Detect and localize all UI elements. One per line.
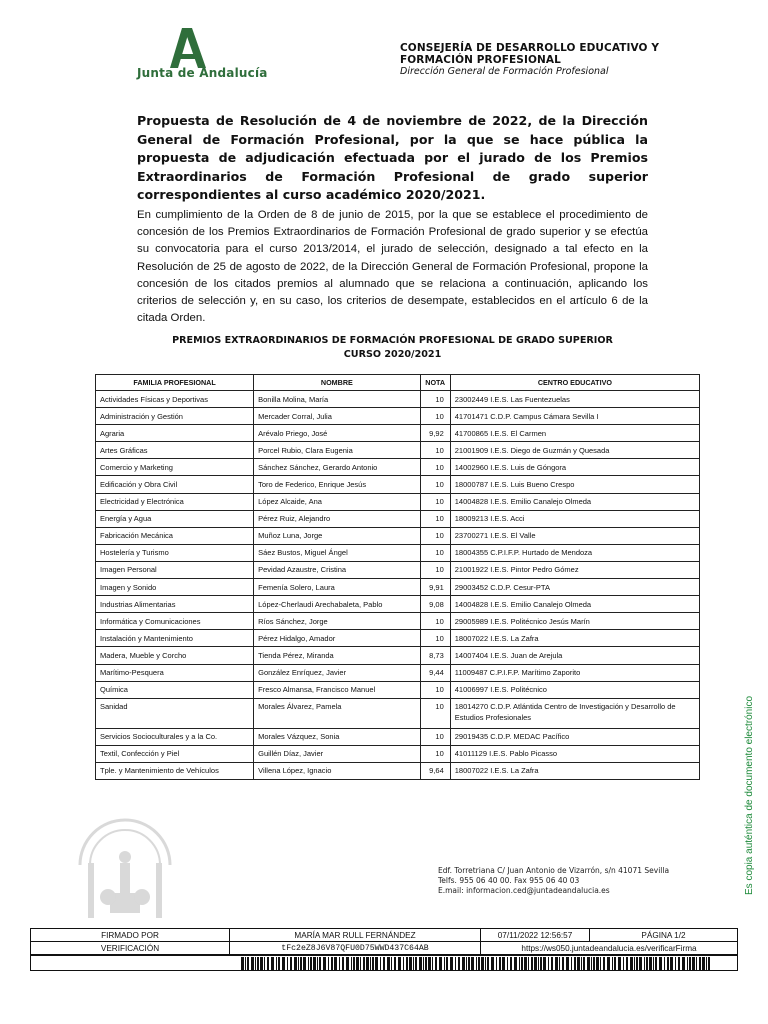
cell-centro: 41701471 C.D.P. Campus Cámara Sevilla I bbox=[450, 408, 699, 425]
barcode-bar bbox=[593, 957, 595, 970]
cell-nota: 10 bbox=[420, 630, 450, 647]
barcode-bar bbox=[521, 957, 523, 970]
barcode-bar bbox=[481, 957, 484, 970]
cell-nombre: Pérez Hidalgo, Amador bbox=[254, 630, 420, 647]
cell-nota: 10 bbox=[420, 698, 450, 728]
cell-centro: 41700865 I.E.S. El Carmen bbox=[450, 425, 699, 442]
barcode-bar bbox=[507, 957, 508, 970]
barcode-bar bbox=[607, 957, 610, 970]
barcode-bar bbox=[471, 957, 474, 970]
cell-familia: Servicios Socioculturales y a la Co. bbox=[96, 728, 254, 745]
table-row bbox=[96, 630, 700, 647]
cell-familia: Administración y Gestión bbox=[96, 408, 254, 425]
barcode-bar bbox=[566, 957, 569, 970]
barcode-bar bbox=[423, 957, 424, 970]
barcode-bar bbox=[391, 957, 392, 970]
barcode-bar bbox=[583, 957, 585, 970]
table-row bbox=[96, 561, 700, 578]
cell-familia: Sanidad bbox=[96, 698, 254, 728]
cell-nota: 10 bbox=[420, 527, 450, 544]
barcode-bar bbox=[290, 957, 292, 970]
barcode-bar bbox=[702, 957, 705, 970]
cell-centro: 18007022 I.E.S. La Zafra bbox=[450, 762, 699, 779]
barcode-bar bbox=[308, 957, 309, 970]
barcode-bar bbox=[708, 957, 710, 970]
cell-nota: 10 bbox=[420, 544, 450, 561]
barcode-bar bbox=[342, 957, 344, 970]
barcode-bar bbox=[499, 957, 501, 970]
cell-nota: 10 bbox=[420, 681, 450, 698]
table-row bbox=[96, 698, 700, 728]
barcode-bar bbox=[655, 957, 657, 970]
barcode-bar bbox=[428, 957, 431, 970]
barcode-bar bbox=[328, 957, 329, 970]
barcode-bar bbox=[696, 957, 697, 970]
barcode-bar bbox=[706, 957, 707, 970]
barcode-bar bbox=[646, 957, 648, 970]
cell-familia: Comercio y Marketing bbox=[96, 459, 254, 476]
address-line: Edf. Torretriana C/ Juan Antonio de Vizarrón, s/n 41071 Sevilla bbox=[438, 866, 670, 875]
barcode-bar bbox=[510, 957, 512, 970]
barcode-bar bbox=[649, 957, 652, 970]
table-row bbox=[96, 762, 700, 779]
cell-familia: Agraria bbox=[96, 425, 254, 442]
document-title: Propuesta de Resolución de 4 de noviembre de 2022, de la Dirección General de Formación Profesional, por la que se hace pública la propuesta de adjudicación efectuada por el jurado de los Premios Extraordinarios de Formación Profesional de grado superior correspondientes al curso académico 2020/2021. bbox=[137, 113, 648, 203]
table-row bbox=[96, 728, 700, 745]
cell-nota: 10 bbox=[420, 493, 450, 510]
table-row bbox=[96, 596, 700, 613]
cell-nombre: Femenía Solero, Laura bbox=[254, 579, 420, 596]
barcode-bar bbox=[612, 957, 613, 970]
cell-familia: Artes Gráficas bbox=[96, 442, 254, 459]
barcode-bar bbox=[534, 957, 537, 970]
barcode-bar bbox=[626, 957, 628, 970]
cell-centro: 23002449 I.E.S. Las Fuentezuelas bbox=[450, 391, 699, 408]
table-row bbox=[96, 425, 700, 442]
verification-row bbox=[31, 942, 738, 955]
cell-familia: Fabricación Mecánica bbox=[96, 527, 254, 544]
barcode-bar bbox=[346, 957, 349, 970]
barcode-bar bbox=[264, 957, 265, 970]
cell-nombre: Toro de Federico, Enrique Jesús bbox=[254, 476, 420, 493]
cell-nombre: Bonilla Molina, María bbox=[254, 391, 420, 408]
barcode-bar bbox=[634, 957, 635, 970]
barcode-bar bbox=[496, 957, 497, 970]
barcode-bar bbox=[528, 957, 529, 970]
cell-nombre: López Alcaide, Ana bbox=[254, 493, 420, 510]
firmado-por-label: FIRMADO POR bbox=[31, 929, 230, 942]
barcode-bar bbox=[450, 957, 453, 970]
barcode-bar bbox=[699, 957, 701, 970]
cell-nota: 10 bbox=[420, 408, 450, 425]
cell-familia: Informática y Comunicaciones bbox=[96, 613, 254, 630]
department-line-2: FORMACIÓN PROFESIONAL bbox=[400, 54, 561, 66]
barcode-bar bbox=[419, 957, 422, 970]
cell-nombre: Mercader Corral, Julia bbox=[254, 408, 420, 425]
barcode-bar bbox=[559, 957, 560, 970]
barcode-bar bbox=[260, 957, 263, 970]
barcode-bar bbox=[403, 957, 404, 970]
barcode-bar bbox=[478, 957, 480, 970]
barcode-bar bbox=[415, 957, 417, 970]
document-paragraph: En cumplimiento de la Orden de 8 de junio de 2015, por la que se establece el procedimiento de concesión de los Premios Extraordinarios de Formación Profesional de grado superior y se efectúa su convocatoria para el curso 2013/2014, el jurado de selección, designado a tal efecto en la Resolución de 25 de agosto de 2022, de la Dirección General de Formación Profesional, propone la concesión de los citados premios al alumnado que se relaciona a continuación, aplicando los criterios de selección y, en su caso, los criterios de desempate, establecidos en el artículo 6 de la citada Orden. bbox=[137, 209, 648, 325]
cell-nombre: Ríos Sánchez, Jorge bbox=[254, 613, 420, 630]
department-line-3: Dirección General de Formación Profesional bbox=[400, 66, 609, 77]
cell-nota: 10 bbox=[420, 745, 450, 762]
barcode-bar bbox=[380, 957, 381, 970]
barcode-bar bbox=[519, 957, 520, 970]
barcode-bar bbox=[455, 957, 456, 970]
logo-text: Junta de Andalucía bbox=[137, 66, 268, 80]
cell-centro: 18014270 C.D.P. Atlántida Centro de Investigación y Desarrollo de Estudios Profesionales bbox=[450, 698, 699, 728]
cell-centro: 23700271 I.E.S. El Valle bbox=[450, 527, 699, 544]
barcode-bar bbox=[468, 957, 470, 970]
table-row bbox=[96, 527, 700, 544]
cell-nota: 10 bbox=[420, 728, 450, 745]
barcode-bar bbox=[682, 957, 685, 970]
barcode-bar bbox=[370, 957, 371, 970]
cell-familia: Electricidad y Electrónica bbox=[96, 493, 254, 510]
barcode-bar bbox=[596, 957, 599, 970]
cell-familia: Madera, Mueble y Corcho bbox=[96, 647, 254, 664]
barcode-bar bbox=[339, 957, 340, 970]
cell-centro: 21001909 I.E.S. Diego de Guzmán y Quesada bbox=[450, 442, 699, 459]
cell-nombre: Porcel Rubio, Clara Eugenia bbox=[254, 442, 420, 459]
cell-centro: 18009213 I.E.S. Acci bbox=[450, 510, 699, 527]
barcode-bar bbox=[251, 957, 254, 970]
barcode-bar bbox=[618, 957, 621, 970]
phone-line: Telfs. 955 06 40 00. Fax 955 06 40 03 bbox=[438, 875, 580, 885]
barcode-bar bbox=[562, 957, 564, 970]
cell-nota: 9,91 bbox=[420, 579, 450, 596]
cell-centro: 14007404 I.E.S. Juan de Arejula bbox=[450, 647, 699, 664]
barcode-bar bbox=[531, 957, 533, 970]
barcode-bar bbox=[319, 957, 321, 970]
barcode-bar bbox=[323, 957, 326, 970]
barcode-bar bbox=[446, 957, 448, 970]
barcode-bar bbox=[353, 957, 355, 970]
cell-nombre: Morales Vázquez, Sonia bbox=[254, 728, 420, 745]
table-row bbox=[96, 647, 700, 664]
table-row bbox=[96, 510, 700, 527]
cell-nota: 9,44 bbox=[420, 664, 450, 681]
barcode-bar bbox=[485, 957, 486, 970]
barcode-bar bbox=[271, 957, 274, 970]
address-block bbox=[438, 866, 669, 895]
cell-nombre: Sáez Bustos, Miguel Ángel bbox=[254, 544, 420, 561]
barcode-bar bbox=[245, 957, 246, 970]
barcode-bar bbox=[623, 957, 624, 970]
cell-centro: 11009487 C.P.I.F.P. Marítimo Zaporito bbox=[450, 664, 699, 681]
cell-nota: 10 bbox=[420, 561, 450, 578]
cell-nombre: Morales Álvarez, Pamela bbox=[254, 698, 420, 728]
cell-centro: 14004828 I.E.S. Emilio Canalejo Olmeda bbox=[450, 596, 699, 613]
email-line: E.mail: informacion.ced@juntadeandalucia.es bbox=[438, 885, 610, 895]
cell-centro: 14004828 I.E.S. Emilio Canalejo Olmeda bbox=[450, 493, 699, 510]
barcode-bar bbox=[639, 957, 642, 970]
barcode-bar bbox=[406, 957, 408, 970]
barcode-bar bbox=[310, 957, 312, 970]
barcode-bar bbox=[334, 957, 337, 970]
authentic-copy-note: Es copia auténtica de documento electrónico bbox=[744, 695, 755, 895]
cell-nombre: Tienda Pérez, Miranda bbox=[254, 647, 420, 664]
cell-familia: Instalación y Mantenimiento bbox=[96, 630, 254, 647]
barcode-bar bbox=[267, 957, 269, 970]
barcode-bar bbox=[398, 957, 401, 970]
barcode-bar bbox=[278, 957, 280, 970]
barcode-bar bbox=[502, 957, 505, 970]
cell-nota: 10 bbox=[420, 476, 450, 493]
cell-nombre: Fresco Almansa, Francisco Manuel bbox=[254, 681, 420, 698]
barcode-bar bbox=[689, 957, 691, 970]
cell-familia: Actividades Físicas y Deportivas bbox=[96, 391, 254, 408]
table-title bbox=[137, 334, 648, 362]
barcode-bar bbox=[540, 957, 542, 970]
cell-centro: 21001922 I.E.S. Pintor Pedro Gómez bbox=[450, 561, 699, 578]
cell-familia: Imagen Personal bbox=[96, 561, 254, 578]
barcode-bar bbox=[287, 957, 288, 970]
barcode-bar bbox=[670, 957, 673, 970]
barcode-bar bbox=[425, 957, 427, 970]
barcode-bar bbox=[636, 957, 638, 970]
barcode-bar bbox=[587, 957, 590, 970]
barcode-bar bbox=[363, 957, 365, 970]
cell-centro: 14002960 I.E.S. Luis de Góngora bbox=[450, 459, 699, 476]
cell-nombre: López-Cherlaudi Arechabaleta, Pablo bbox=[254, 596, 420, 613]
barcode-bar bbox=[577, 957, 580, 970]
cell-familia: Edificación y Obra Civil bbox=[96, 476, 254, 493]
department-line-1: CONSEJERÍA DE DESARROLLO EDUCATIVO Y bbox=[400, 42, 660, 54]
barcode-bar bbox=[276, 957, 277, 970]
barcode-bar bbox=[591, 957, 592, 970]
cell-nota: 10 bbox=[420, 442, 450, 459]
barcode-bar bbox=[294, 957, 297, 970]
cell-familia: Tple. y Mantenimiento de Vehículos bbox=[96, 762, 254, 779]
cell-familia: Textil, Confección y Piel bbox=[96, 745, 254, 762]
barcode-bar bbox=[600, 957, 601, 970]
barcode-bar bbox=[313, 957, 316, 970]
cell-centro: 41006997 I.E.S. Politécnico bbox=[450, 681, 699, 698]
header-centro: CENTRO EDUCATIVO bbox=[450, 375, 699, 391]
cell-nota: 8,73 bbox=[420, 647, 450, 664]
barcode-bar bbox=[692, 957, 695, 970]
cell-nombre: Villena López, Ignacio bbox=[254, 762, 420, 779]
barcode-bar bbox=[476, 957, 477, 970]
barcode-bar bbox=[300, 957, 302, 970]
barcode-bar bbox=[383, 957, 385, 970]
barcode-bar bbox=[241, 957, 244, 970]
barcode-bar bbox=[687, 957, 688, 970]
barcode-bar bbox=[543, 957, 546, 970]
barcode bbox=[241, 957, 711, 970]
barcode-bar bbox=[653, 957, 654, 970]
table-title-line-1: PREMIOS EXTRAORDINARIOS DE FORMACIÓN PROFESIONAL DE GRADO SUPERIOR bbox=[172, 335, 613, 346]
barcode-bar bbox=[444, 957, 445, 970]
sign-datetime: 07/11/2022 12:56:57 bbox=[481, 929, 590, 942]
barcode-bar bbox=[458, 957, 460, 970]
table-title-line-2: CURSO 2020/2021 bbox=[343, 349, 442, 360]
andalucia-seal-watermark bbox=[70, 805, 180, 923]
signature-row bbox=[31, 929, 738, 942]
table-row bbox=[96, 745, 700, 762]
cell-nombre: Sánchez Sánchez, Gerardo Antonio bbox=[254, 459, 420, 476]
cell-familia: Imagen y Sonido bbox=[96, 579, 254, 596]
cell-nota: 10 bbox=[420, 459, 450, 476]
cell-centro: 18007022 I.E.S. La Zafra bbox=[450, 630, 699, 647]
cell-familia: Química bbox=[96, 681, 254, 698]
cell-nombre: Pérez Ruiz, Alejandro bbox=[254, 510, 420, 527]
barcode-bar bbox=[432, 957, 433, 970]
barcode-bar bbox=[678, 957, 680, 970]
barcode-bar bbox=[664, 957, 665, 970]
barcode-bar bbox=[491, 957, 494, 970]
cell-nota: 9,92 bbox=[420, 425, 450, 442]
table-row bbox=[96, 476, 700, 493]
cell-nombre: Arévalo Priego, José bbox=[254, 425, 420, 442]
barcode-bar bbox=[630, 957, 633, 970]
barcode-bar bbox=[462, 957, 465, 970]
cell-centro: 18004355 C.P.I.F.P. Hurtado de Mendoza bbox=[450, 544, 699, 561]
header-nota: NOTA bbox=[420, 375, 450, 391]
cell-centro: 29003452 C.D.P. Cesur-PTA bbox=[450, 579, 699, 596]
table-row bbox=[96, 391, 700, 408]
barcode-bar bbox=[603, 957, 605, 970]
cell-familia: Hostelería y Turismo bbox=[96, 544, 254, 561]
cell-nota: 10 bbox=[420, 613, 450, 630]
cell-familia: Energía y Agua bbox=[96, 510, 254, 527]
barcode-bar bbox=[659, 957, 662, 970]
barcode-bar bbox=[439, 957, 442, 970]
barcode-bar bbox=[375, 957, 378, 970]
barcode-bar bbox=[356, 957, 359, 970]
cell-centro: 29005989 I.E.S. Politécnico Jesús Marín bbox=[450, 613, 699, 630]
cell-nota: 9,08 bbox=[420, 596, 450, 613]
table-row bbox=[96, 459, 700, 476]
table-row bbox=[96, 493, 700, 510]
cell-nota: 10 bbox=[420, 391, 450, 408]
barcode-bar bbox=[387, 957, 390, 970]
barcode-bar bbox=[548, 957, 549, 970]
barcode-bar bbox=[394, 957, 396, 970]
table-body bbox=[96, 391, 700, 780]
cell-familia: Industrias Alimentarias bbox=[96, 596, 254, 613]
barcode-bar bbox=[667, 957, 669, 970]
table-row bbox=[96, 408, 700, 425]
header-familia: FAMILIA PROFESIONAL bbox=[96, 375, 254, 391]
barcode-bar bbox=[487, 957, 489, 970]
barcode-bar bbox=[247, 957, 249, 970]
barcode-bar bbox=[675, 957, 676, 970]
barcode-bar bbox=[524, 957, 527, 970]
verification-link[interactable]: https://ws050.juntadeandalucia.es/verificarFirma bbox=[481, 942, 738, 955]
table-row bbox=[96, 681, 700, 698]
cell-nota: 10 bbox=[420, 510, 450, 527]
barcode-bar bbox=[366, 957, 369, 970]
barcode-bar bbox=[282, 957, 285, 970]
table-header-row bbox=[96, 375, 700, 391]
barcode-bar bbox=[435, 957, 437, 970]
prizes-table bbox=[95, 374, 700, 780]
barcode-bar bbox=[298, 957, 299, 970]
cell-centro: 18000787 I.E.S. Luis Bueno Crespo bbox=[450, 476, 699, 493]
barcode-bar bbox=[257, 957, 259, 970]
cell-nombre: Muñoz Luna, Jorge bbox=[254, 527, 420, 544]
barcode-bar bbox=[644, 957, 645, 970]
barcode-bar bbox=[551, 957, 553, 970]
barcode-bar bbox=[581, 957, 582, 970]
barcode-bar bbox=[351, 957, 352, 970]
verificacion-label: VERIFICACIÓN bbox=[31, 942, 230, 955]
barcode-bar bbox=[303, 957, 306, 970]
barcode-bar bbox=[555, 957, 558, 970]
barcode-bar bbox=[514, 957, 517, 970]
table-row bbox=[96, 442, 700, 459]
signer-name: MARÍA MAR RULL FERNÁNDEZ bbox=[230, 929, 481, 942]
header-nombre: NOMBRE bbox=[254, 375, 420, 391]
barcode-bar bbox=[317, 957, 318, 970]
table-row bbox=[96, 664, 700, 681]
cell-centro: 29019435 C.D.P. MEDAC Pacífico bbox=[450, 728, 699, 745]
barcode-bar bbox=[413, 957, 414, 970]
cell-nombre: González Enríquez, Javier bbox=[254, 664, 420, 681]
barcode-bar bbox=[574, 957, 576, 970]
cell-familia: Marítimo-Pesquera bbox=[96, 664, 254, 681]
barcode-bar bbox=[372, 957, 374, 970]
barcode-bar bbox=[571, 957, 572, 970]
cell-centro: 41011129 I.E.S. Pablo Picasso bbox=[450, 745, 699, 762]
barcode-bar bbox=[255, 957, 256, 970]
verification-code: tFc2eZ8J6V87QFU0D75WWD437C64AB bbox=[230, 942, 481, 955]
barcode-bar bbox=[466, 957, 467, 970]
table-row bbox=[96, 579, 700, 596]
barcode-bar bbox=[409, 957, 412, 970]
table-row bbox=[96, 544, 700, 561]
department-header bbox=[400, 42, 700, 77]
barcode-bar bbox=[614, 957, 616, 970]
cell-nombre: Guillén Díaz, Javier bbox=[254, 745, 420, 762]
signature-table bbox=[30, 928, 738, 955]
barcode-bar bbox=[360, 957, 361, 970]
page-number: PÁGINA 1/2 bbox=[590, 929, 738, 942]
barcode-bar bbox=[538, 957, 539, 970]
barcode-bar bbox=[331, 957, 333, 970]
table-row bbox=[96, 613, 700, 630]
cell-nota: 9,64 bbox=[420, 762, 450, 779]
cell-nombre: Pevidad Azaustre, Cristina bbox=[254, 561, 420, 578]
